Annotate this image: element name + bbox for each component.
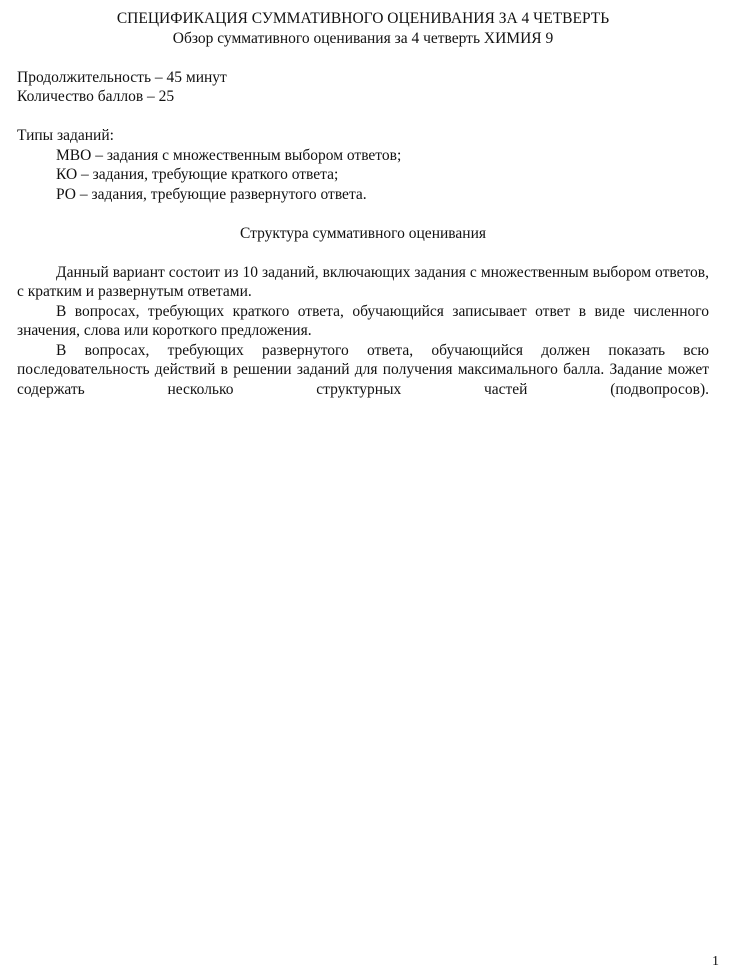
structure-paragraph: В вопросах, требующих краткого ответа, обучающийся записывает ответ в виде численного значения, слова или короткого предложения. [17,302,709,339]
spacer [17,204,709,224]
spacer [17,107,709,127]
spacer [17,48,709,68]
spacer [17,243,709,263]
structure-paragraph: Данный вариант состоит из 10 заданий, включающих задания с множественным выбором ответов, с кратким и развернутым ответами. [17,263,709,300]
task-type-item-ro: РО – задания, требующие развернутого ответа. [56,185,367,203]
structure-paragraph: В вопросах, требующих развернутого ответа, обучающийся должен показать всю последовательность действий в решении заданий для получения максимального балла. Задание может содержать несколько структурных частей (подвопросов). [17,341,709,398]
task-type-item-mvo: МВО – задания с множественным выбором ответов; [56,146,402,164]
duration-text: Продолжительность – 45 минут [17,68,227,86]
document-page [17,9,709,399]
task-types-heading: Типы заданий: [17,127,114,144]
points-text: Количество баллов – 25 [17,88,175,105]
document-title: СПЕЦИФИКАЦИЯ СУММАТИВНОГО ОЦЕНИВАНИЯ ЗА 4 ЧЕТВЕРТЬ [116,10,610,27]
document-subtitle: Обзор суммативного оценивания за 4 четверть ХИМИЯ 9 [172,29,554,47]
task-type-item-ko: КО – задания, требующие краткого ответа; [56,166,339,183]
structure-heading: Структура суммативного оценивания [239,224,486,242]
page-number: 1 [712,954,719,969]
